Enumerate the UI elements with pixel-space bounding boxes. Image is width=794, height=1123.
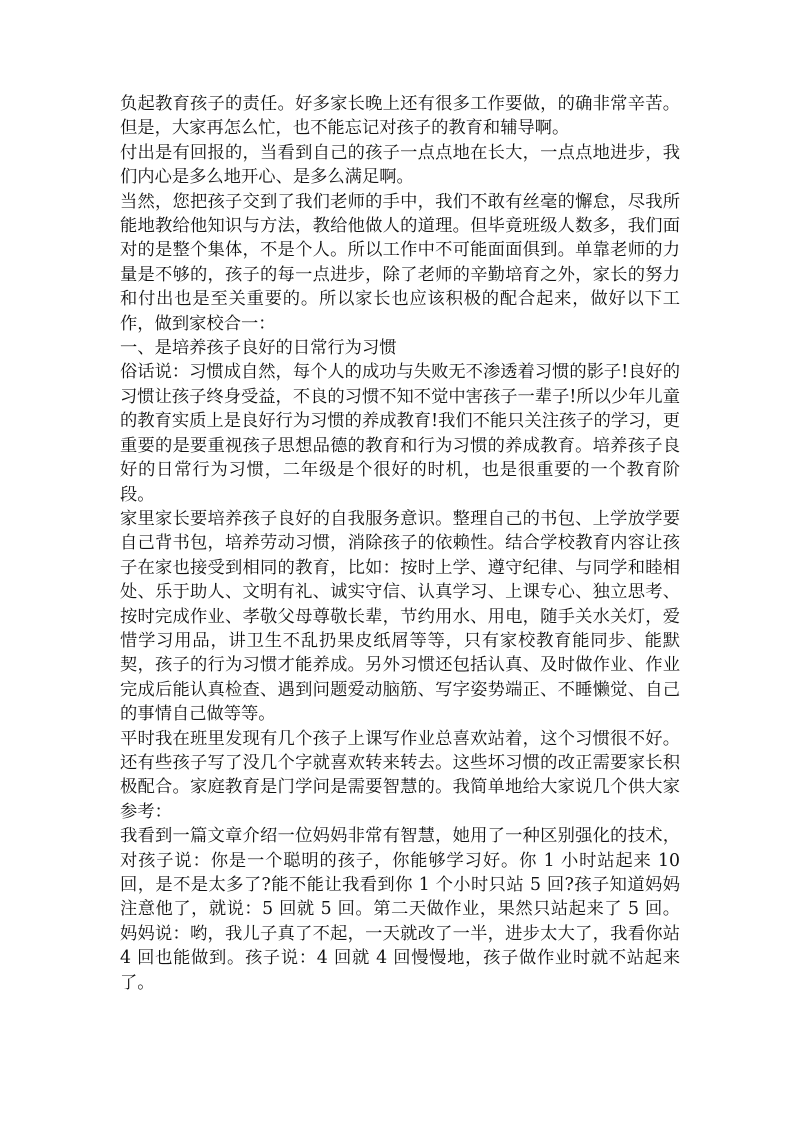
paragraph-mother-story: 我看到一篇文章介绍一位妈妈非常有智慧，她用了一种区别强化的技术，对孩子说：你是一个聪明的孩子，你能够学习好。你 1 小时站起来 10 回，是不是太多了?能不能让我看到你 1 个小时只站 5 回?孩子知道妈妈注意他了，就说：5 回就 5 回。第二天做作业，果然只站起来了 5 回。妈妈说：哟，我儿子真了不起，一天就改了一半，进步太大了，我看你站 4 回也能做到。孩子说：4 回就 4 回慢慢地，孩子做作业时就不站起来了。 bbox=[120, 826, 680, 993]
paragraph-self-service: 家里家长要培养孩子良好的自我服务意识。整理自己的书包、上学放学要自己背书包，培养劳动习惯，消除孩子的依赖性。结合学校教育内容让孩子在家也接受到相同的教育，比如：按时上学、遵守纪律、与同学和睦相处、乐于助人、文明有礼、诚实守信、认真学习、上课专心、独立思考、按时完成作业、孝敬父母尊敬长辈，节约用水、用电，随手关水关灯，爱惜学习用品，讲卫生不乱扔果皮纸屑等等，只有家校教育能同步、能默契，孩子的行为习惯才能养成。另外习惯还包括认真、及时做作业、作业完成后能认真检查、遇到问题爱动脑筋、写字姿势端正、不睡懒觉、自己的事情自己做等等。 bbox=[120, 508, 680, 725]
paragraph-intro: 负起教育孩子的责任。好多家长晚上还有很多工作要做，的确非常辛苦。但是，大家再怎么忙，也不能忘记对孩子的教育和辅导啊。 bbox=[120, 94, 680, 139]
document-body bbox=[120, 92, 680, 995]
paragraph-proverb: 俗话说：习惯成自然，每个人的成功与失败无不渗透着习惯的影子!良好的习惯让孩子终身受益，不良的习惯不知不觉中害孩子一辈子!所以少年儿童的教育实质上是良好行为习惯的养成教育!我们不能只关注孩子的学习，更重要的是要重视孩子思想品德的教育和行为习惯的养成教育。培养孩子良好的日常行为习惯，二年级是个很好的时机，也是很重要的一个教育阶段。 bbox=[120, 362, 680, 505]
section-heading-habits: 一、是培养孩子良好的日常行为习惯 bbox=[120, 338, 397, 359]
paragraph-reward: 付出是有回报的，当看到自己的孩子一点点地在长大，一点点地进步，我们内心是多么地开心、是多么满足啊。 bbox=[120, 142, 680, 188]
paragraph-teacher-role: 当然，您把孩子交到了我们老师的手中，我们不敢有丝毫的懈怠，尽我所能地教给他知识与方法，教给他做人的道理。但毕竟班级人数多，我们面对的是整个集体，不是个人。所以工作中不可能面面俱到。单靠老师的力量是不够的，孩子的每一点进步，除了老师的辛勤培育之外，家长的努力和付出也是至关重要的。所以家长也应该积极的配合起来，做好以下工作，做到家校合一： bbox=[120, 191, 680, 334]
paragraph-classroom-observation: 平时我在班里发现有几个孩子上课写作业总喜欢站着，这个习惯很不好。还有些孩子写了没几个字就喜欢转来转去。这些坏习惯的改正需要家长积极配合。家庭教育是门学问是需要智慧的。我简单地给大家说几个供大家参考： bbox=[120, 728, 680, 822]
